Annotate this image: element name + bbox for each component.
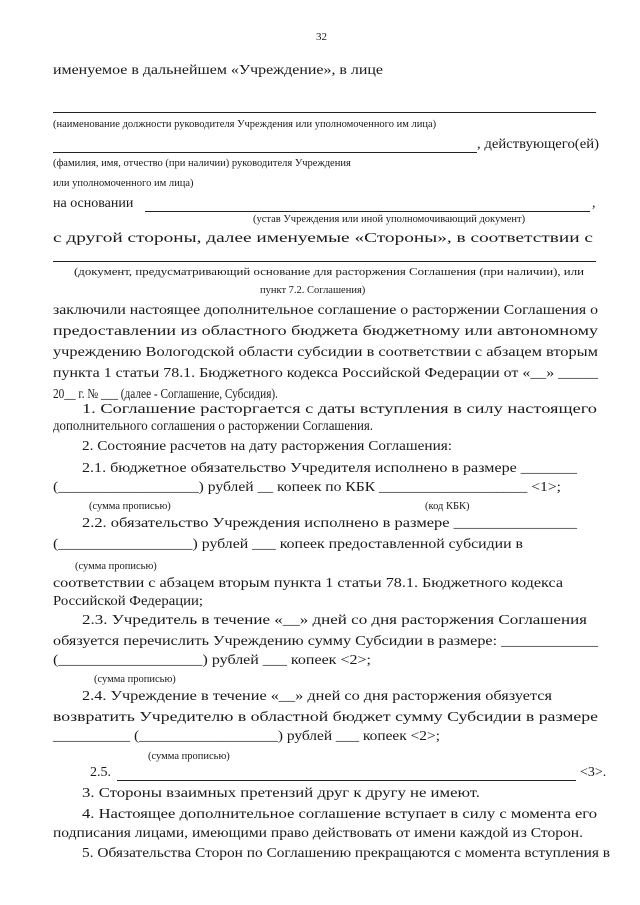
caption-amount: (сумма прописью) xyxy=(94,674,176,685)
caption-name-2: или уполномоченного им лица) xyxy=(53,178,194,189)
para-text: предоставлении из областного бюджета бюджетному или автономному xyxy=(53,324,598,339)
caption-kbk: (код КБК) xyxy=(425,501,470,512)
para-text: 20__ г. № ___ (далее - Соглашение, Субсидия). xyxy=(53,387,278,402)
intro-line: именуемое в дальнейшем «Учреждение», в лице xyxy=(53,63,383,78)
clause-2: 2. Состояние расчетов на дату расторжения Соглашения: xyxy=(82,439,452,454)
para-text: учреждению Вологодской области субсидии в соответствии с абзацем вторым xyxy=(53,345,598,360)
clause-2-2-cont: соответствии с абзацем вторым пункта 1 статьи 78.1. Бюджетного кодекса xyxy=(53,576,563,591)
blank-line-position xyxy=(53,112,596,113)
para-text: заключили настоящее дополнительное соглашение о расторжении Соглашения о xyxy=(53,303,598,318)
basis-comma: , xyxy=(592,196,596,211)
para-text: пункта 1 статьи 78.1. Бюджетного кодекса Российской Федерации от «__» _____ xyxy=(53,366,598,381)
blank-line-basis xyxy=(145,211,590,212)
caption-amount: (сумма прописью) xyxy=(148,751,230,762)
page-number: 32 xyxy=(316,31,327,43)
clause-2-2-cont: (_________________) рублей ___ копеек предоставленной субсидии в xyxy=(53,537,523,552)
clause-2-3-cont: обязуется перечислить Учреждению сумму Субсидии в размере: ____________ xyxy=(53,634,598,649)
basis-label: на основании xyxy=(53,196,134,211)
caption-amount: (сумма прописью) xyxy=(75,561,157,572)
acting-text: , действующего(ей) xyxy=(477,137,599,152)
caption-position: (наименование должности руководителя Учреждения или уполномоченного им лица) xyxy=(53,119,437,130)
clause-2-2-cont: Российской Федерации; xyxy=(53,594,203,609)
clause-2-4: 2.4. Учреждение в течение «__» дней со дня расторжения обязуется xyxy=(82,689,552,704)
caption-basis: (устав Учреждения или иной уполномочивающий документ) xyxy=(253,214,526,225)
clause-1-cont: дополнительного соглашения о расторжении Соглашения. xyxy=(53,419,373,434)
clause-4: 4. Настоящее дополнительное соглашение вступает в силу с момента его xyxy=(82,807,597,822)
clause-2-5: 2.5. xyxy=(90,765,111,780)
clause-2-4-cont: возвратить Учредителю в областной бюджет сумму Субсидии в размере xyxy=(53,710,598,725)
clause-2-1-cont: (__________________) рублей __ копеек по КБК ___________________ <1>; xyxy=(53,480,561,495)
blank-line-2-5 xyxy=(117,780,576,781)
blank-line-name xyxy=(53,152,477,153)
clause-5: 5. Обязательства Сторон по Соглашению прекращаются с момента вступления в xyxy=(82,846,610,861)
footnote-3: <3>. xyxy=(580,765,607,780)
clause-2-1: 2.1. бюджетное обязательство Учредителя исполнено в размере _______ xyxy=(82,461,577,476)
caption-amount: (сумма прописью) xyxy=(89,501,171,512)
other-party-line: с другой стороны, далее именуемые «Стороны», в соответствии с xyxy=(53,231,593,246)
clause-3: 3. Стороны взаимных претензий друг к другу не имеют. xyxy=(82,786,480,801)
caption-document-1: (документ, предусматривающий основание для расторжения Соглашения (при наличии), или xyxy=(74,267,584,278)
clause-2-4-cont: __________ (__________________) рублей ___ копеек <2>; xyxy=(53,729,440,744)
blank-line-document xyxy=(53,261,596,262)
clause-2-2: 2.2. обязательство Учреждения исполнено в размере _______________ xyxy=(82,516,577,531)
caption-name-1: (фамилия, имя, отчество (при наличии) руководителя Учреждения xyxy=(53,158,351,169)
clause-1: 1. Соглашение расторгается с даты вступления в силу настоящего xyxy=(82,402,597,417)
clause-4-cont: подписания лицами, имеющими право действовать от имени каждой из Сторон. xyxy=(53,826,583,841)
clause-2-3: 2.3. Учредитель в течение «__» дней со дня расторжения Соглашения xyxy=(82,613,587,628)
clause-2-3-cont: (__________________) рублей ___ копеек <2>; xyxy=(53,653,371,668)
caption-document-2: пункт 7.2. Соглашения) xyxy=(260,285,366,296)
